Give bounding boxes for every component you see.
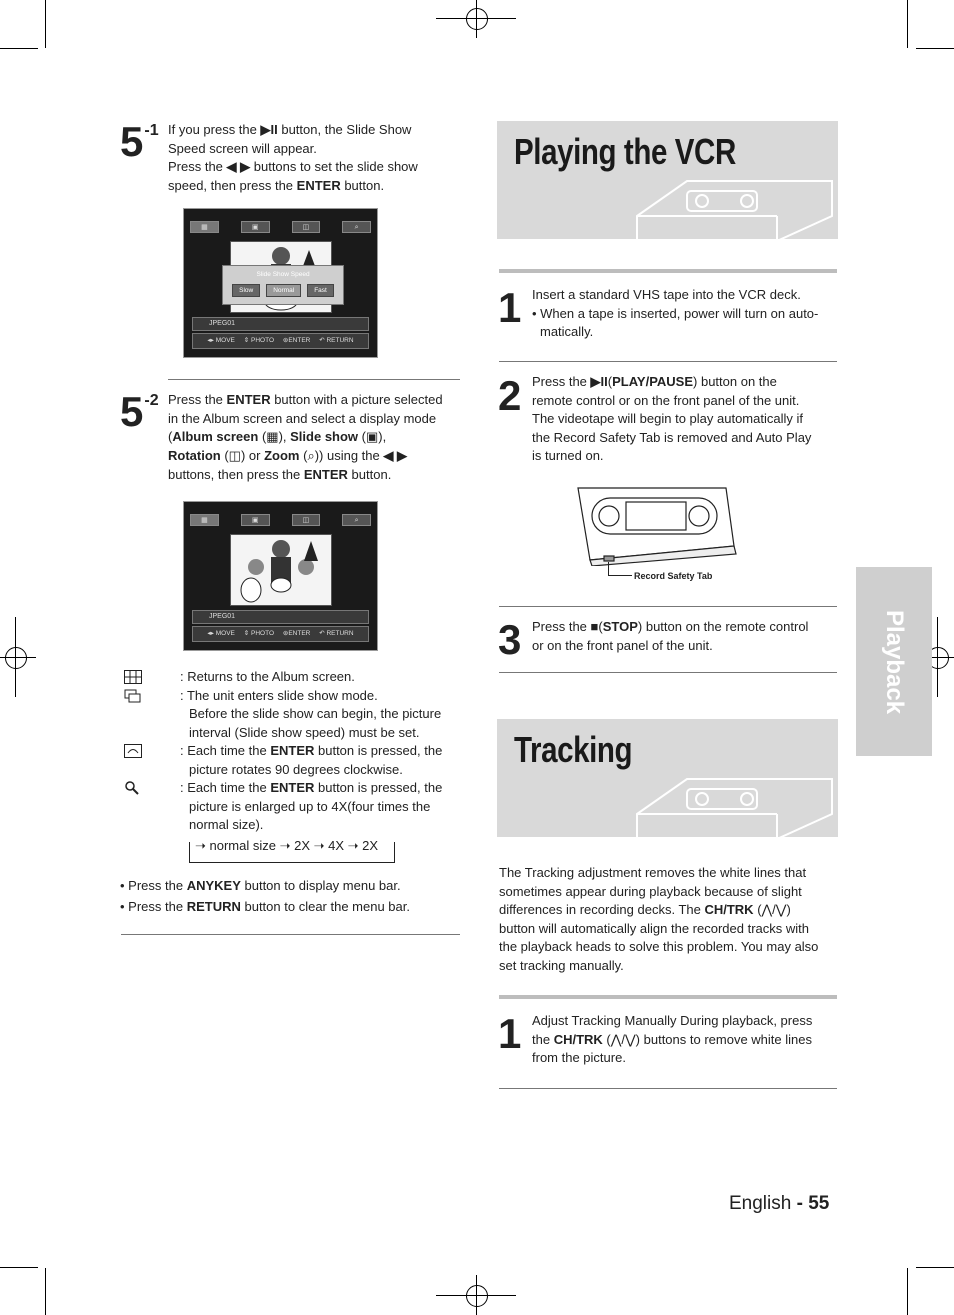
step-number-2: 2 [498,372,522,419]
step-number-5-2: $5^{-2}$ [120,388,159,435]
zoom-cycle-text: ➝ normal size ➝ 2X ➝ 4X ➝ 2X [193,837,380,856]
crop-mark [916,1267,954,1268]
step-1-text: Insert a standard VHS tape into the VCR deck. • When a tape is inserted, power will turn on auto- matically. [532,287,819,339]
slideshow-tab-icon: ▣ [241,514,270,526]
crop-mark [0,48,38,49]
vhs-tape-watermark-icon [627,759,838,837]
enter-hint: ⊛ENTER [282,630,311,637]
divider [499,606,837,607]
return-hint: ↶ RETURN [319,337,354,344]
crop-mark [907,0,908,48]
callout-line [608,562,609,576]
slideshow-icon: ▣ [366,429,379,445]
halloween-photo-icon [231,535,331,605]
photo-hint: ⇕ PHOTO [243,630,275,637]
tracking-intro: The Tracking adjustment removes the white lines that sometimes appear during playback because of slight differences in recording decks. The CH/TRK (⋀/⋁) button will automatically align the recorded tracks with the playback heads to solve this problem. You may also set tracking manually. [499,865,819,973]
rotation-icon: ◫ [228,448,241,464]
mode-tab-bar [190,221,371,233]
zoom-tab-icon: ⌕ [342,221,371,233]
vhs-cassette-icon [574,484,739,566]
step-number-1: 1 [498,284,522,331]
zoom-tab-icon: ⌕ [342,514,371,526]
callout-line [608,575,632,576]
return-hint: ↶ RETURN [319,630,354,637]
step-5-2-text: Press the ENTER button with a picture selected in the Album screen and select a display mode (Album screen (▦), Slide show (▣), Rotation (◫) or Zoom (⌕)) using the ◀ ▶ buttons, then press the ENTER button. [168,392,443,482]
rotation-tab-icon: ◫ [292,221,321,233]
divider [499,1088,837,1089]
divider [499,672,837,673]
album-icon: ▦ [266,429,279,445]
crop-mark [476,1275,477,1315]
divider [121,934,460,935]
album-icon [124,670,142,684]
move-hint: ◂▸ MOVE [207,337,235,344]
tracking-step-1-text: Adjust Tracking Manually During playback, press the CH/TRK (⋀/⋁) buttons to remove white lines from the picture. [532,1013,813,1065]
slide-show-speed-screen [183,208,378,358]
registration-mark [5,647,27,669]
rotation-tab-icon: ◫ [292,514,321,526]
crop-mark [45,0,46,48]
crop-mark [15,617,16,697]
registration-mark [466,1285,488,1307]
dialog-title: Slide Show Speed [256,271,310,278]
slow-option[interactable]: Slow [232,284,260,297]
zoom-icon: ⌕ [307,448,315,464]
playing-the-vcr-banner [497,121,838,239]
crop-mark [916,48,954,49]
slideshow-icon [124,689,142,703]
step-5-1-text: If you press the ▶II button, the Slide Show Speed screen will appear. Press the ◀ ▶ buttons to set the slide show speed, then press the ENTER button. [168,122,418,193]
rotation-icon [124,744,142,758]
divider [499,361,837,362]
section-title: Tracking [514,729,633,770]
menu-bar-tips: • Press the ANYKEY button to display menu bar. • Press the RETURN button to clear the menu bar. [120,878,410,914]
crop-mark [907,1268,908,1315]
divider [168,379,460,380]
page-footer: English - 55 [729,1193,830,1214]
album-tab-icon: ▦ [190,514,219,526]
mode-legend: : Returns to the Album screen. : The unit enters slide show mode. Before the slide show can begin, the picture interval (Slide show speed) must be set. : Each time the ENTER button is pressed, the picture rotates 90 degrees clockwise. : Each time the ENTER button is pressed, the picture is enlarged up to 4X(four times the normal size). [180,669,443,832]
photo-thumbnail [230,534,332,606]
step-number-5-1: $5^{-1}$ [120,118,159,165]
step-3-text: Press the ■(STOP) button on the remote control or on the front panel of the unit. [532,619,809,653]
photo-hint: ⇕ PHOTO [243,337,275,344]
crop-mark [45,1268,46,1315]
enter-hint: ⊛ENTER [282,337,311,344]
zoom-icon [124,781,142,795]
slideshow-tab-icon: ▣ [241,221,270,233]
filename-bar: JPEG01 [192,610,369,624]
divider [499,995,837,999]
side-tab-label: Playback [881,609,908,714]
divider [499,269,837,273]
section-title: Playing the VCR [514,131,736,172]
tracking-banner [497,719,838,837]
step-2-text: Press the ▶II(PLAY/PAUSE) button on the remote control or on the front panel of the unit. The videotape will begin to play automatically if the Record Safety Tab is removed and Auto Play is turned on. [532,374,812,463]
album-tab-icon: ▦ [190,221,219,233]
crop-mark [476,0,477,38]
record-safety-tab-caption: Record Safety Tab [634,571,713,581]
crop-mark [0,1267,38,1268]
fast-option[interactable]: Fast [307,284,334,297]
nav-bar [192,333,369,349]
move-hint: ◂▸ MOVE [207,630,235,637]
slide-show-speed-dialog [222,265,344,305]
registration-mark [466,8,488,30]
step-number-3: 3 [498,616,522,663]
step-number-1: 1 [498,1010,522,1057]
crop-mark [0,657,36,658]
mode-tab-bar [190,514,371,526]
crop-mark [937,617,938,697]
album-photo-screen [183,501,378,651]
nav-bar [192,626,369,642]
filename-bar: JPEG01 [192,317,369,331]
playback-side-tab [856,567,932,756]
normal-option[interactable]: Normal [266,284,301,297]
